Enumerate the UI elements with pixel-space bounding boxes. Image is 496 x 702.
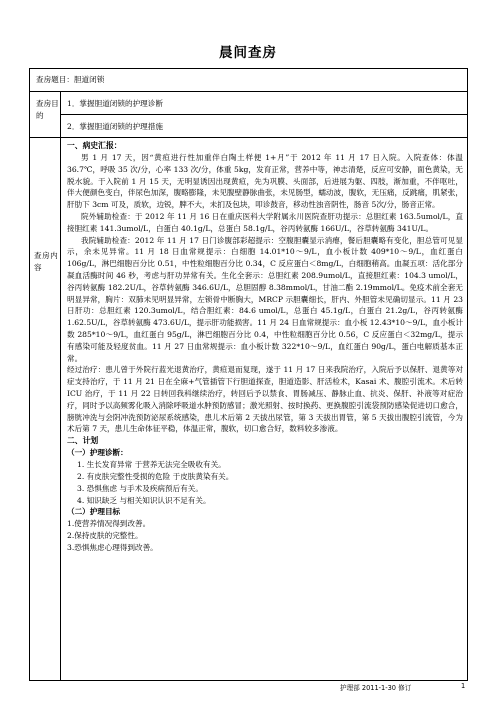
page-title: 晨间查房: [219, 45, 277, 61]
goal-item-1: 1．掌握胆道闭锁的护理诊断: [61, 92, 467, 115]
topic-label: 查房题目：: [36, 75, 74, 84]
diagnosis-item: 3. 恐惧焦虑 与手术及疾病预后有关。: [77, 483, 203, 493]
diagnosis-item: 1. 生长发育异常 于营养无法完全吸收有关。: [77, 460, 226, 470]
history-paragraph-3: 我院辅助检查：2012 年 11 月 17 日门诊腹部彩超提示：空腹胆囊显示消瘪，餐后胆囊略有变化，胆总管可见显示，余未见异常。11 月 18 日血常规提示：白细胞 14.01*10～9/L，血小板计数 409*10～9/L，血红蛋白 106g/L，淋巴细胞百分比 0.51，中性粒细胞百分比 0.34，C 反应蛋白＜8mg/L，白细胞稍高。血凝五项：活化部分凝血活酶时间 46 秒，考虑与肝功异常有关。生化全套示：总胆红素 208.9umol/L，直接胆红素：104.3 umol/L，谷丙转氨酶 182.2U/L，谷草转氨酶 346.6U/L，总胆固醇 8.38mmol/L，甘油二酯 2.19mmol/L。免疫术前全套无明显异常，胸片：双肺未见明显异常，左锁骨中断胸大，MRCP 示胆囊细长，肝内、外胆管未见确切显示。11 月 23 日肝功：总胆红素 120.3umol/L，结合胆红素：84.6 umol/L，总蛋白 45.1g/L，白蛋白 21.2g/L，谷丙转氨酶 1.62.5U/L，谷草转氨酶 473.6U/L，提示肝功能损害。11 月 24 日血常规提示：血小板 12.43*10～9/L，血小板计数 285*10～9/L，血红蛋白 95g/L，淋巴细胞百分比 0.4，中性粒细胞百分比 0.56，C 反应蛋白＜32mg/L，提示有感染可能及轻度贫血。11 月 27 日血常规提示：血小板计数 322*10～9/L，血红蛋白 90g/L，蛋白电解质基本正常。: [67, 235, 463, 363]
plan-heading: 二、计划: [67, 436, 99, 446]
history-paragraph-2: 院外辅助检查：于 2012 年 11 月 16 日在重庆医科大学附属永川医院查肝功提示：总胆红素 163.5umol/L，直接胆红素 141.3umol/L，白蛋白 40.1g/L，总蛋白 58.1g/L，谷丙转氨酶 166U/L，谷草转氨酶 341U/L。: [67, 211, 463, 233]
topic-value: 胆道闭锁: [73, 75, 105, 84]
topic-row: [30, 69, 467, 92]
history-paragraph-4: 经过治疗：患儿曾于外院行蓝光退黄治疗，黄疸退而复现，遂于 11 月 17 日来我院治疗，入院后予以保肝、退黄等对症支持治疗，于 11 月 21 日在全麻+气管插管下行胆道探查，胆道造影、肝活检术，Kasai 术、腹腔引流术。术后转 ICU 治疗，于 11 月 22 日转回我科继续治疗，转回后予以禁食、胃肠减压、静脉止血、抗炎、保肝、补液等对症治疗，同时予以高频雾化吸入消除呼吸道水肿预防感冒；激光照射、按时换药、更换腹腔引流袋预防感染促进切口愈合，膀胱冲洗与会阴冲洗预防泌尿系统感染，患儿术后第 2 天拔出尿管，第 3 天拔出胃管，第 5 天拔出腹腔引流管，今为术后第 7 天，患儿生命体征平稳，体温正常，腹软，切口愈合好，数料较多渗液。: [67, 365, 463, 434]
history-paragraph-1: 男 1 月 17 天，因“黄疸进行性加重伴白陶土样便 1+月”于 2012 年 11 月 17 日入院。入院查体：体温 36.7℃，呼吸 35 次/分，心率 133 次/分，体重 5kg，发育正常，营养中等，神志清楚，反应可安静，面色黄染，无脱水貌。于入院前 1 月 15 天，无明显诱因出现黄疸，先为巩膜、头面部，后进展为躯、四肢，渐加重，不伴呕吐，伴大便颜色变白，伴尿色加深，腹略膨隆，未见腹壁静脉曲张，未见肠型，蠕动波，腹软，无压痛，反跳痛，肌紧张，肝肋下 3cm 可及，质软，边锐，脾不大，未扪及包块，叩诊鼓音，移动性浊音阴性，肠音 5次/分，肠音正常。: [67, 153, 463, 210]
target-item: 3.恐惧焦虑心理得到改善。: [67, 542, 158, 552]
history-heading: 一、病史汇报：: [67, 141, 122, 150]
target-item: 1.使营养情况得到改善。: [67, 519, 151, 529]
goals-subheading: （二）护理目标: [67, 507, 121, 517]
footer-revision: 护理部 2011-1-30 修订: [340, 684, 412, 692]
page-number: 1: [461, 682, 466, 690]
diagnosis-item: 4. 知识缺乏 与相关知识认识不足有关。: [77, 495, 211, 505]
goal-label: 查房目的: [30, 92, 61, 138]
content-label: 查房内容: [30, 138, 61, 680]
content-body: [67, 140, 463, 678]
goal-item-2: 2．掌握胆道闭锁的护理措施: [61, 115, 467, 138]
ward-round-table: [29, 68, 468, 681]
diagnosis-subheading: （一）护理诊断：: [67, 448, 128, 458]
target-item: 2.保持皮肤的完整性。: [67, 531, 143, 541]
diagnosis-item: 2. 有皮肤完整性受损的危险 于皮肤黄染有关。: [77, 471, 234, 481]
